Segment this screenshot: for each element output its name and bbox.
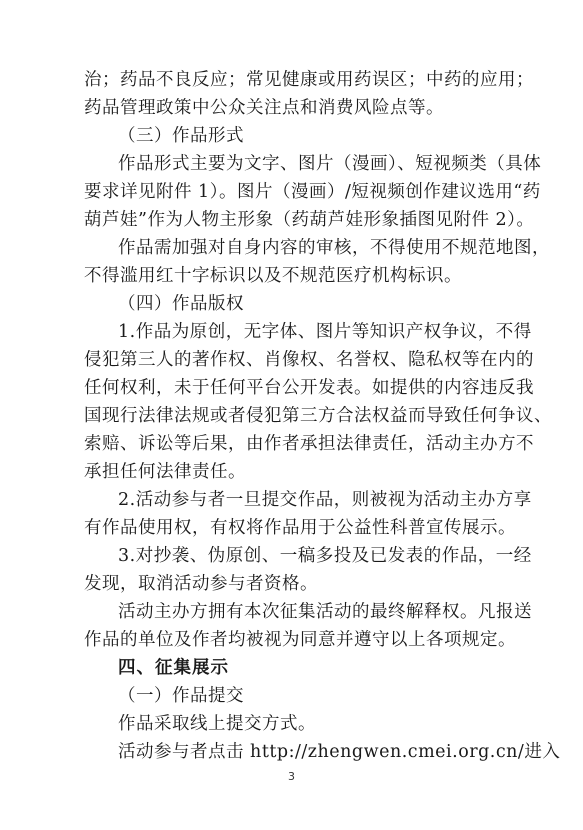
body-line: 侵犯第三人的著作权、肖像权、名誉权、隐私权等在内的 [84,350,534,370]
section-heading-collection-display: 四、征集展示 [118,658,229,678]
body-line: 1.作品为原创，无字体、图片等知识产权争议，不得 [118,322,532,342]
body-line: 索赔、诉讼等后果，由作者承担法律责任，活动主办方不 [84,434,534,454]
body-line: 要求详见附件 1）。图片（漫画）/短视频创作建议选用“药 [84,182,541,202]
body-line: 承担任何法律责任。 [84,462,246,482]
body-line: 活动参与者点击 http://zhengwen.cmei.org.cn/进入 [118,742,561,762]
body-line: 有作品使用权，有权将作品用于公益性科普宣传展示。 [84,518,516,538]
body-line: 2.活动参与者一旦提交作品，则被视为活动主办方享 [118,490,532,510]
body-line: 葫芦娃”作为人物主形象（药葫芦娃形象插图见附件 2）。 [84,210,535,230]
section-heading-copyright: （四）作品版权 [118,294,244,314]
body-line: 治；药品不良反应；常见健康或用药误区；中药的应用； [84,70,534,90]
body-line: 3.对抄袭、伪原创、一稿多投及已发表的作品，一经 [118,546,532,566]
section-heading-works-form: （三）作品形式 [118,126,244,146]
body-line: 发现，取消活动参与者资格。 [84,574,318,594]
page-number: 3 [288,770,295,783]
body-line: 国现行法律法规或者侵犯第三方合法权益而导致任何争议、 [84,406,552,426]
body-line: 作品的单位及作者均被视为同意并遵守以上各项规定。 [84,630,516,650]
body-line: 药品管理政策中公众关注点和消费风险点等。 [84,98,444,118]
body-line: 作品形式主要为文字、图片（漫画）、短视频类（具体 [118,154,542,174]
body-line: 不得滥用红十字标识以及不规范医疗机构标识。 [84,266,462,286]
body-line: 作品需加强对自身内容的审核，不得使用不规范地图， [118,238,550,258]
body-line: 作品采取线上提交方式。 [118,714,316,734]
body-line: 任何权利，未于任何平台公开发表。如提供的内容违反我 [84,378,534,398]
subsection-heading-submission: （一）作品提交 [118,686,244,706]
body-line: 活动主办方拥有本次征集活动的最终解释权。凡报送 [118,602,532,622]
